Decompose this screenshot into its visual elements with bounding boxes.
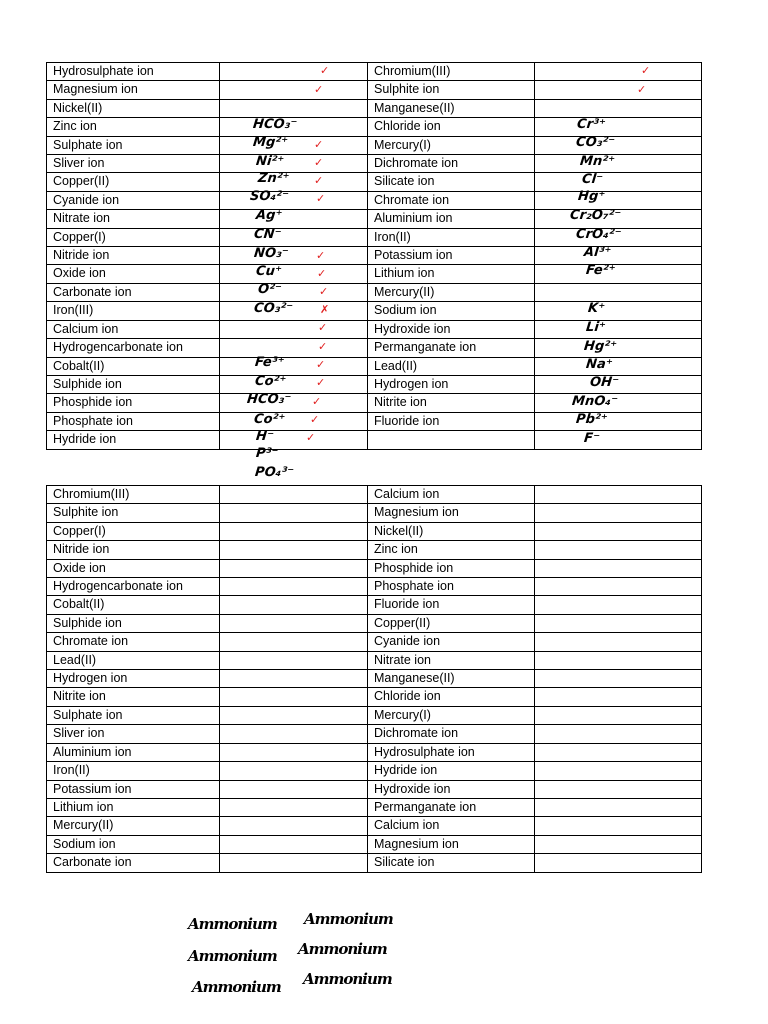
handwritten-formula: CN⁻	[253, 227, 283, 242]
table-row	[47, 578, 702, 596]
answer-cell	[535, 504, 702, 522]
ion-name-cell: Magnesium ion	[47, 81, 220, 99]
ion-name-cell: Chloride ion	[368, 688, 535, 706]
answer-cell	[535, 688, 702, 706]
ion-name-cell: Silicate ion	[368, 173, 535, 191]
ion-name-cell: Permanganate ion	[368, 798, 535, 816]
table-row	[47, 504, 702, 522]
handwritten-formula: HCO₃⁻	[252, 117, 298, 132]
answer-cell	[220, 522, 368, 540]
answer-cell	[220, 357, 368, 375]
answer-cell	[220, 339, 368, 357]
handwritten-formula: MnO₄⁻	[571, 394, 619, 409]
ion-name-cell: Cobalt(II)	[47, 357, 220, 375]
answer-cell	[535, 431, 702, 449]
handwritten-formula: SO₄²⁻	[249, 189, 290, 204]
handwritten-formula: Cl⁻	[581, 172, 604, 187]
handwritten-formula: P³⁻	[255, 446, 279, 461]
ion-name-cell: Nitride ion	[47, 247, 220, 265]
answer-cell	[220, 614, 368, 632]
ion-name-cell: Iron(II)	[368, 228, 535, 246]
ion-name-cell: Fluoride ion	[368, 412, 535, 430]
ion-name-cell: Calcium ion	[47, 320, 220, 338]
ion-name-cell: Sodium ion	[47, 835, 220, 853]
ion-name-cell: Sulphate ion	[47, 136, 220, 154]
ion-name-cell: Chromium(III)	[47, 486, 220, 504]
ion-name-cell: Carbonate ion	[47, 854, 220, 872]
handwritten-formula: OH⁻	[589, 375, 620, 390]
ion-name-cell: Oxide ion	[47, 559, 220, 577]
ion-name-cell: Sulphite ion	[368, 81, 535, 99]
table-row	[47, 431, 702, 449]
tick-mark: ✓	[316, 192, 326, 205]
tick-mark: ✓	[310, 413, 320, 426]
ion-name-cell: Copper(I)	[47, 228, 220, 246]
ion-name-cell: Sulphite ion	[47, 504, 220, 522]
ion-name-cell: Nickel(II)	[368, 522, 535, 540]
answer-cell	[535, 817, 702, 835]
answer-cell	[535, 578, 702, 596]
ion-name-cell: Aluminium ion	[368, 210, 535, 228]
answer-cell	[535, 670, 702, 688]
ion-name-cell: Mercury(I)	[368, 136, 535, 154]
ion-name-cell: Chromate ion	[47, 633, 220, 651]
ion-name-cell: Hydride ion	[368, 762, 535, 780]
table-row	[47, 99, 702, 117]
tick-mark: ✓	[306, 431, 316, 444]
tick-mark: ✓	[312, 395, 322, 408]
handwritten-formula: Al³⁺	[583, 245, 612, 260]
handwritten-formula: CrO₄²⁻	[575, 227, 623, 242]
answer-cell	[535, 81, 702, 99]
answer-cell	[220, 633, 368, 651]
handwritten-formula: O²⁻	[257, 282, 283, 297]
answer-cell	[220, 302, 368, 320]
handwritten-formula: HCO₃⁻	[246, 392, 292, 407]
handwritten-formula: Li⁺	[585, 320, 607, 335]
answer-cell	[220, 854, 368, 872]
answer-cell	[535, 63, 702, 81]
ion-name-cell: Potassium ion	[368, 247, 535, 265]
answer-cell	[220, 210, 368, 228]
table-row	[47, 725, 702, 743]
ion-name-cell: Zinc ion	[47, 118, 220, 136]
ion-name-cell: Sliver ion	[47, 725, 220, 743]
handwritten-formula: Mg²⁺	[252, 135, 289, 150]
answer-cell	[535, 283, 702, 301]
ion-name-cell: Dichromate ion	[368, 155, 535, 173]
handwritten-formula: Cr³⁺	[576, 117, 607, 132]
handwritten-formula: Hg⁺	[577, 189, 606, 204]
ion-name-cell	[368, 431, 535, 449]
table-row	[47, 798, 702, 816]
table-row	[47, 633, 702, 651]
answer-cell	[220, 670, 368, 688]
ion-name-cell: Sodium ion	[368, 302, 535, 320]
answer-cell	[535, 614, 702, 632]
handwritten-formula: CO₃²⁻	[253, 301, 294, 316]
ion-name-cell: Carbonate ion	[47, 283, 220, 301]
table-row	[47, 63, 702, 81]
answer-cell	[535, 173, 702, 191]
handwritten-formula: PO₄³⁻	[254, 465, 295, 480]
ion-name-cell: Potassium ion	[47, 780, 220, 798]
ion-name-cell: Manganese(II)	[368, 670, 535, 688]
answer-cell	[220, 173, 368, 191]
handwritten-formula: Pb²⁺	[575, 412, 609, 427]
answer-cell	[220, 265, 368, 283]
ion-name-cell: Aluminium ion	[47, 743, 220, 761]
table-row	[47, 762, 702, 780]
ion-name-cell: Dichromate ion	[368, 725, 535, 743]
ion-name-cell: Hydrosulphate ion	[47, 63, 220, 81]
table-row	[47, 596, 702, 614]
answer-cell	[220, 155, 368, 173]
ion-name-cell: Magnesium ion	[368, 504, 535, 522]
ion-name-cell: Hydrogencarbonate ion	[47, 578, 220, 596]
tick-mark: ✓	[317, 267, 327, 280]
ion-name-cell: Hydride ion	[47, 431, 220, 449]
handwritten-formula: H⁻	[255, 429, 275, 444]
ion-name-cell: Iron(III)	[47, 302, 220, 320]
tick-mark: ✓	[319, 285, 329, 298]
ion-name-cell: Phosphate ion	[47, 412, 220, 430]
ion-name-cell: Copper(I)	[47, 522, 220, 540]
ion-name-cell: Sulphide ion	[47, 614, 220, 632]
answer-cell	[220, 247, 368, 265]
ion-name-cell: Nitrite ion	[47, 688, 220, 706]
answer-cell	[220, 541, 368, 559]
tick-mark: ✓	[314, 83, 324, 96]
ion-name-cell: Phosphate ion	[368, 578, 535, 596]
bottom-ion-table	[46, 485, 702, 873]
handwritten-formula: Co²⁺	[253, 412, 286, 427]
answer-cell	[535, 725, 702, 743]
answer-cell	[220, 81, 368, 99]
ion-name-cell: Sliver ion	[47, 155, 220, 173]
answer-cell	[220, 136, 368, 154]
answer-cell	[220, 578, 368, 596]
handwritten-formula: Ni²⁺	[255, 154, 285, 169]
ion-name-cell: Chromate ion	[368, 191, 535, 209]
answer-cell	[535, 762, 702, 780]
handwritten-formula: Mn²⁺	[579, 154, 616, 169]
handwritten-formula: Na⁺	[585, 357, 614, 372]
answer-cell	[220, 412, 368, 430]
ion-name-cell: Hydrosulphate ion	[368, 743, 535, 761]
ion-name-cell: Mercury(I)	[368, 706, 535, 724]
handwritten-formula: CO₃²⁻	[575, 135, 616, 150]
answer-cell	[220, 835, 368, 853]
handwritten-formula: Fe³⁺	[254, 355, 286, 370]
ion-name-cell: Lead(II)	[368, 357, 535, 375]
ion-name-cell: Calcium ion	[368, 486, 535, 504]
handwritten-formula: Zn²⁺	[257, 171, 291, 186]
tick-mark: ✓	[637, 83, 647, 96]
handwritten-formula: Cu⁺	[255, 264, 283, 279]
cross-mark: ✗	[320, 303, 330, 316]
ion-name-cell: Oxide ion	[47, 265, 220, 283]
ion-name-cell: Lithium ion	[368, 265, 535, 283]
answer-cell	[535, 798, 702, 816]
answer-cell	[535, 835, 702, 853]
answer-cell	[535, 522, 702, 540]
table-row	[47, 706, 702, 724]
answer-cell	[220, 817, 368, 835]
answer-cell	[535, 191, 702, 209]
ion-name-cell: Cyanide ion	[368, 633, 535, 651]
answer-cell	[220, 486, 368, 504]
tick-mark: ✓	[314, 174, 324, 187]
answer-cell	[220, 706, 368, 724]
table-row	[47, 854, 702, 872]
handwritten-scribble: Ammonium	[188, 915, 277, 933]
ion-name-cell: Hydroxide ion	[368, 320, 535, 338]
ion-name-cell: Cobalt(II)	[47, 596, 220, 614]
answer-cell	[535, 302, 702, 320]
ion-name-cell: Hydroxide ion	[368, 780, 535, 798]
tick-mark: ✓	[316, 376, 326, 389]
answer-cell	[220, 228, 368, 246]
answer-cell	[220, 688, 368, 706]
ion-name-cell: Chloride ion	[368, 118, 535, 136]
handwritten-formula: Cr₂O₇²⁻	[569, 208, 622, 223]
ion-name-cell: Calcium ion	[368, 817, 535, 835]
ion-name-cell: Zinc ion	[368, 541, 535, 559]
ion-name-cell: Hydrogencarbonate ion	[47, 339, 220, 357]
tick-mark: ✓	[318, 340, 328, 353]
handwritten-formula: F⁻	[583, 431, 601, 446]
handwritten-formula: Hg²⁺	[583, 339, 618, 354]
table-row	[47, 688, 702, 706]
answer-cell	[220, 725, 368, 743]
tick-mark: ✓	[314, 138, 324, 151]
answer-cell	[535, 118, 702, 136]
answer-cell	[220, 320, 368, 338]
table-row	[47, 817, 702, 835]
handwritten-scribble: Ammonium	[188, 947, 277, 965]
answer-cell	[220, 375, 368, 393]
table-row	[47, 780, 702, 798]
table-row	[47, 651, 702, 669]
ion-name-cell: Nitrate ion	[368, 651, 535, 669]
tick-mark: ✓	[316, 358, 326, 371]
answer-cell	[220, 559, 368, 577]
handwritten-scribble: Ammonium	[303, 970, 392, 988]
ion-name-cell: Nitrite ion	[368, 394, 535, 412]
answer-cell	[535, 651, 702, 669]
tick-mark: ✓	[318, 321, 328, 334]
table-row	[47, 522, 702, 540]
answer-cell	[535, 541, 702, 559]
answer-cell	[535, 155, 702, 173]
handwritten-formula: Ag⁺	[255, 208, 284, 223]
answer-cell	[535, 596, 702, 614]
handwritten-scribble: Ammonium	[298, 940, 387, 958]
ion-name-cell: Manganese(II)	[368, 99, 535, 117]
answer-cell	[220, 651, 368, 669]
ion-name-cell: Hydrogen ion	[47, 670, 220, 688]
ion-name-cell: Sulphide ion	[47, 375, 220, 393]
handwritten-scribble: Ammonium	[304, 910, 393, 928]
tick-mark: ✓	[316, 249, 326, 262]
table-row	[47, 559, 702, 577]
answer-cell	[535, 743, 702, 761]
ion-name-cell: Cyanide ion	[47, 191, 220, 209]
ion-name-cell: Mercury(II)	[368, 283, 535, 301]
answer-cell	[220, 504, 368, 522]
handwritten-formula: K⁺	[587, 301, 606, 316]
ion-name-cell: Nitride ion	[47, 541, 220, 559]
ion-name-cell: Copper(II)	[47, 173, 220, 191]
ion-name-cell: Sulphate ion	[47, 706, 220, 724]
ion-name-cell: Hydrogen ion	[368, 375, 535, 393]
table-row	[47, 283, 702, 301]
answer-cell	[535, 99, 702, 117]
answer-cell	[535, 136, 702, 154]
answer-cell	[535, 486, 702, 504]
table-row	[47, 743, 702, 761]
answer-cell	[220, 394, 368, 412]
answer-cell	[535, 780, 702, 798]
ion-name-cell: Nitrate ion	[47, 210, 220, 228]
answer-cell	[535, 265, 702, 283]
tick-mark: ✓	[641, 64, 651, 77]
ion-name-cell: Lithium ion	[47, 798, 220, 816]
answer-cell	[535, 559, 702, 577]
tick-mark: ✓	[314, 156, 324, 169]
answer-cell	[535, 633, 702, 651]
handwritten-formula: NO₃⁻	[253, 246, 290, 261]
table-row	[47, 614, 702, 632]
answer-cell	[535, 339, 702, 357]
answer-cell	[220, 191, 368, 209]
handwritten-scribble: Ammonium	[192, 978, 281, 996]
handwritten-formula: Co²⁺	[254, 374, 287, 389]
answer-cell	[535, 706, 702, 724]
ion-name-cell: Fluoride ion	[368, 596, 535, 614]
answer-cell	[220, 596, 368, 614]
table-row	[47, 541, 702, 559]
answer-cell	[220, 431, 368, 449]
handwritten-formula: Fe²⁺	[585, 263, 617, 278]
answer-cell	[220, 798, 368, 816]
ion-name-cell: Magnesium ion	[368, 835, 535, 853]
ion-name-cell: Nickel(II)	[47, 99, 220, 117]
ion-name-cell: Copper(II)	[368, 614, 535, 632]
answer-cell	[535, 854, 702, 872]
answer-cell	[220, 63, 368, 81]
answer-cell	[220, 762, 368, 780]
ion-name-cell: Mercury(II)	[47, 817, 220, 835]
ion-name-cell: Permanganate ion	[368, 339, 535, 357]
answer-cell	[220, 743, 368, 761]
table-row	[47, 486, 702, 504]
ion-name-cell: Phosphide ion	[47, 394, 220, 412]
answer-cell	[535, 412, 702, 430]
ion-name-cell: Chromium(III)	[368, 63, 535, 81]
answer-cell	[535, 357, 702, 375]
answer-cell	[220, 99, 368, 117]
answer-cell	[220, 283, 368, 301]
table-row	[47, 81, 702, 99]
ion-name-cell: Iron(II)	[47, 762, 220, 780]
ion-name-cell: Lead(II)	[47, 651, 220, 669]
answer-cell	[535, 247, 702, 265]
table-row	[47, 670, 702, 688]
answer-cell	[220, 780, 368, 798]
ion-name-cell: Silicate ion	[368, 854, 535, 872]
answer-cell	[535, 320, 702, 338]
table-row	[47, 835, 702, 853]
tick-mark: ✓	[320, 64, 330, 77]
ion-name-cell: Phosphide ion	[368, 559, 535, 577]
